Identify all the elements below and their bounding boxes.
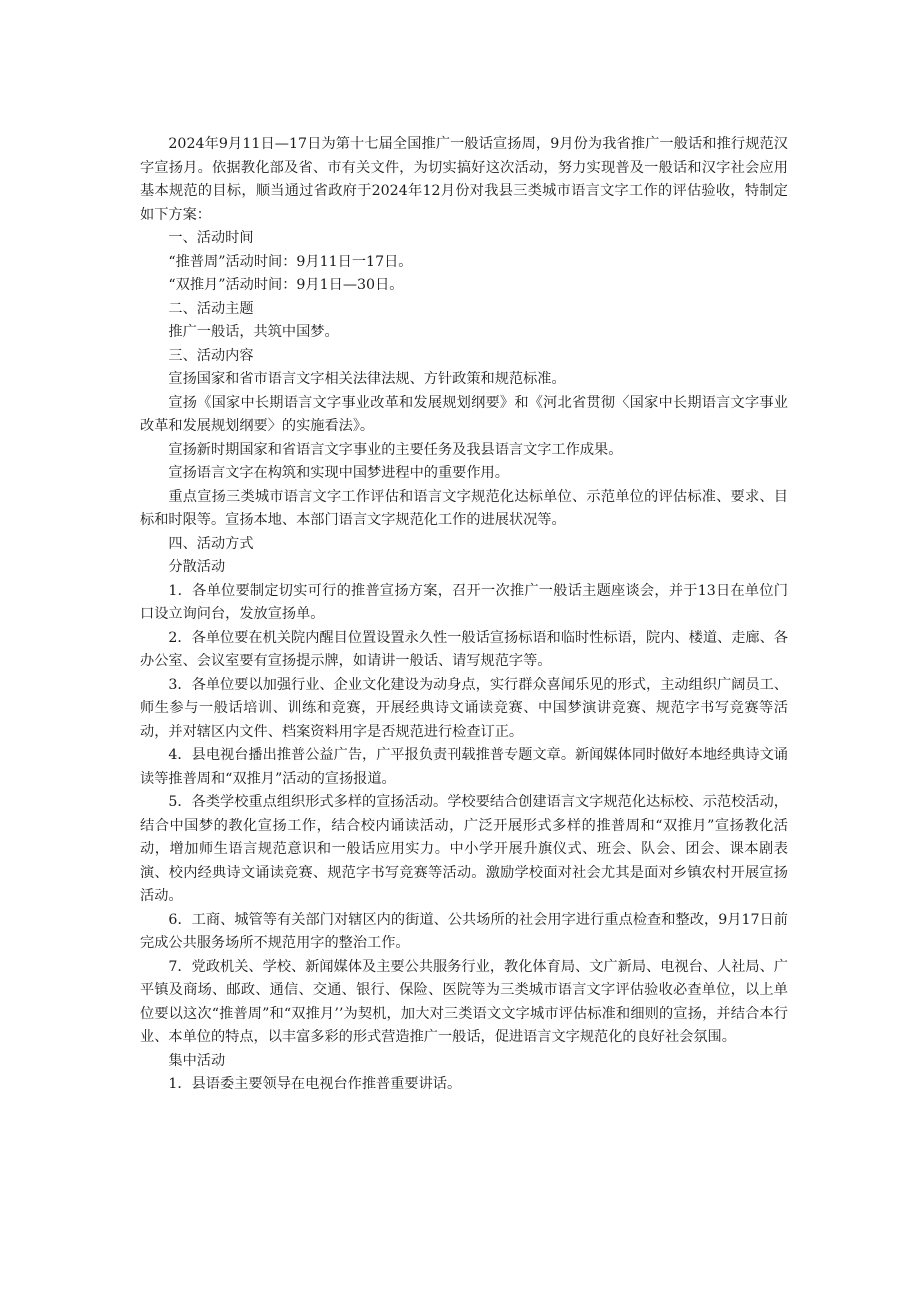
paragraph: 重点宣扬三类城市语言文字工作评估和语言文字规范化达标单位、示范单位的评估标准、要求、目标和时限等。宣扬本地、本部门语言文字规范化工作的进展状况等。 bbox=[140, 488, 788, 528]
list-item: 4．县电视台播出推普公益广告，广平报负责刊载推普专题文章。新闻媒体同时做好本地经典诗文诵读等推普周和“双推月”活动的宣扬报道。 bbox=[140, 747, 788, 787]
subheading-dispersed: 分散活动 bbox=[168, 559, 226, 575]
paragraph: 宣扬国家和省市语言文字相关法律法规、方针政策和规范标准。 bbox=[168, 371, 566, 387]
intro-paragraph: 2024年9月11日—17日为第十七届全国推广一般话宣扬周，9月份为我省推广一般话和推行规范汉字宣扬月。依据教化部及省、市有关文件，为切实搞好这次活动，努力实现普及一般话和汉字社会应用基本规范的目标，顺当通过省政府于2024年12月份对我县三类城市语言文字工作的评估验收，特制定如下方案： bbox=[140, 136, 788, 223]
paragraph: 宣扬语言文字在构筑和实现中国梦进程中的重要作用。 bbox=[168, 465, 509, 481]
subheading-centralized: 集中活动 bbox=[168, 1052, 226, 1069]
list-item: 7．党政机关、学校、新闻媒体及主要公共服务行业，教化体育局、文广新局、电视台、人社局、广平镇及商场、邮政、通信、交通、银行、保险、医院等为三类城市语言文字评估验收必查单位，以上单位要以这次“推普周”和“双推月’’为契机，加大对三类语文文字城市评估标准和细则的宣扬，并结合本行业、本单位的特点，以丰富多彩的形式营造推广一般话，促进语言文字规范化的良好社会氛围。 bbox=[140, 958, 788, 1045]
paragraph: 宣扬《国家中长期语言文字事业改革和发展规划纲要》和《河北省贯彻〈国家中长期语言文字事业改革和发展规划纲要〉的实施看法》。 bbox=[140, 394, 788, 434]
list-item: 5．各类学校重点组织形式多样的宣扬活动。学校要结合创建语言文字规范化达标校、示范校活动，结合中国梦的教化宣扬工作，结合校内诵读活动，广泛开展形式多样的推普周和“双推月”宣扬教化活动，增加师生语言规范意识和一般话应用实力。中小学开展升旗仪式、班会、队会、团会、课本剧表演、校内经典诗文诵读竞赛、规范字书写竞赛等活动。激励学校面对社会尤其是面对乡镇农村开展宣扬活动。 bbox=[140, 794, 788, 904]
paragraph: 推广一般话，共筑中国梦。 bbox=[168, 324, 339, 340]
section-heading-theme: 二、活动主题 bbox=[168, 300, 254, 317]
list-item: 1．县语委主要领导在电视台作推普重要讲话。 bbox=[168, 1076, 462, 1092]
paragraph: “推普周”活动时间：9月11日一17日。 bbox=[168, 253, 413, 270]
list-item: 3．各单位要以加强行业、企业文化建设为动身点，实行群众喜闻乐见的形式，主动组织广阔员工、师生参与一般话培训、训练和竞赛，开展经典诗文诵读竞赛、中国梦演讲竞赛、规范字书写竞赛等活动，并对辖区内文件、档案资料用字是否规范进行检查订正。 bbox=[140, 676, 788, 740]
list-item: 6．工商、城管等有关部门对辖区内的街道、公共场所的社会用字进行重点检查和整改，9月17日前完成公共服务场所不规范用字的整治工作。 bbox=[140, 911, 788, 951]
paragraph: “双推月”活动时间：9月1日—30日。 bbox=[168, 277, 404, 293]
paragraph: 宣扬新时期国家和省语言文字事业的主要任务及我县语言文字工作成果。 bbox=[168, 441, 623, 458]
section-heading-method: 四、活动方式 bbox=[168, 535, 254, 552]
list-item: 1．各单位要制定切实可行的推普宣扬方案，召开一次推广一般话主题座谈会，并于13日在单位门口设立询问台，发放宣扬单。 bbox=[140, 582, 788, 622]
list-item: 2．各单位要在机关院内醒目位置设置永久性一般话宣扬标语和临时性标语，院内、楼道、走廊、各办公室、会议室要有宣扬提示牌，如请讲一般话、请写规范字等。 bbox=[140, 629, 788, 669]
document-body bbox=[140, 133, 788, 1097]
section-heading-time: 一、活动时间 bbox=[168, 230, 254, 246]
section-heading-content: 三、活动内容 bbox=[168, 347, 254, 364]
